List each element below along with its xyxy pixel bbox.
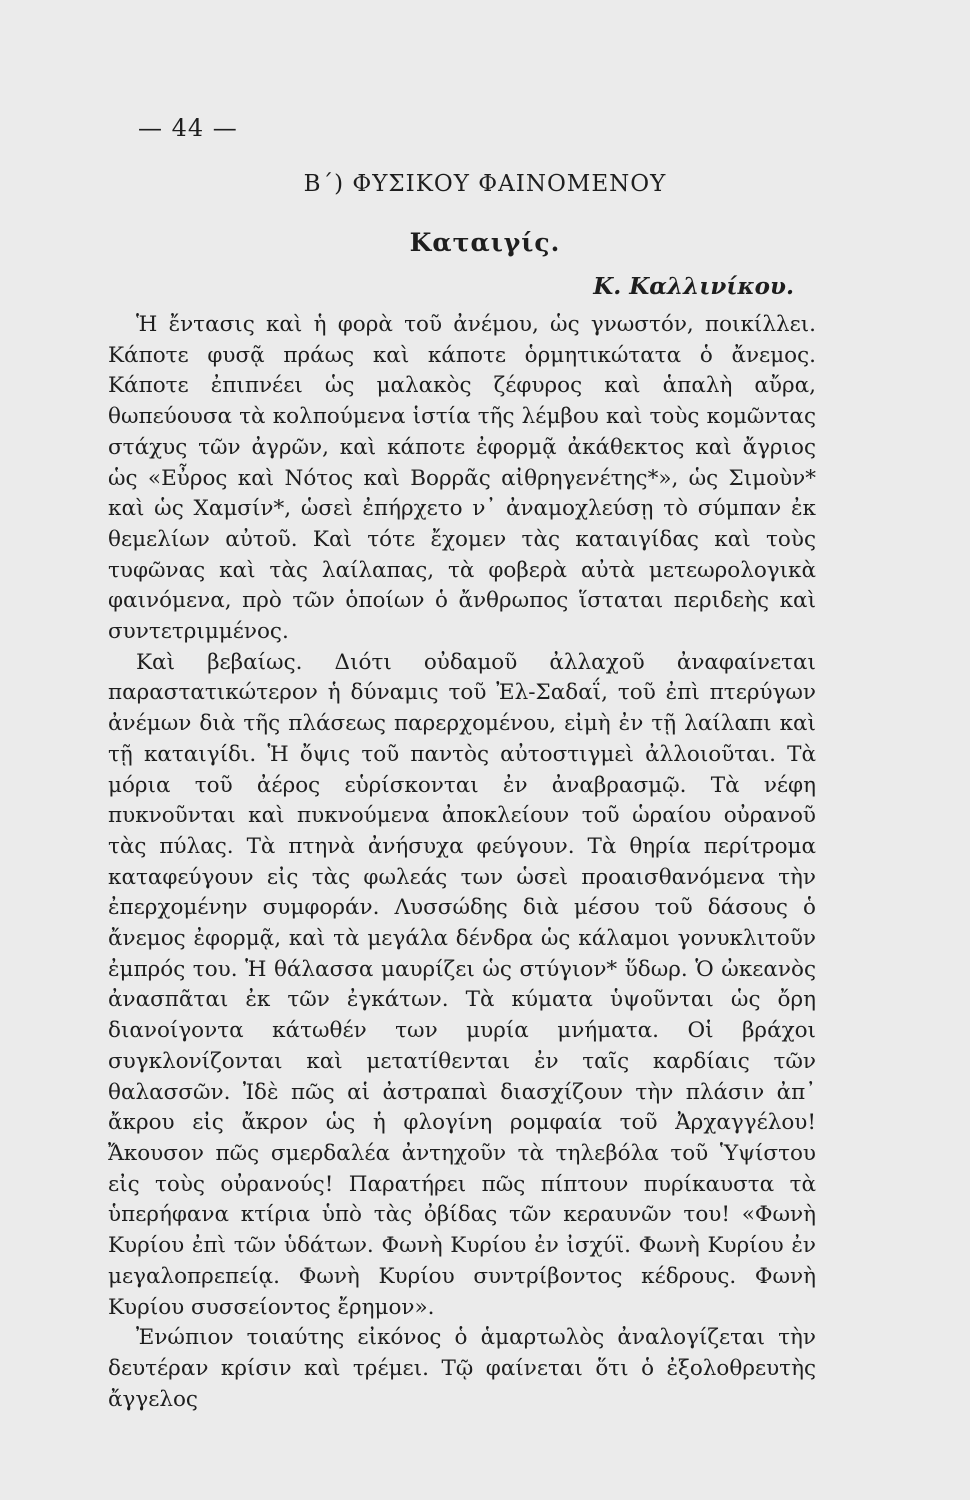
page-number: — 44 — xyxy=(138,114,238,142)
body-text xyxy=(108,310,816,1415)
paragraph: Ἐνώπιον τοιαύτης εἰκόνος ὁ ἁμαρτωλὸς ἀναλογίζεται τὴν δευτέραν κρίσιν καὶ τρέμει. Τῷ φαίνεται ὅτι ὁ ἐξολοθρευτὴς ἄγγελος xyxy=(108,1325,816,1412)
paragraph: Καὶ βεβαίως. Διότι οὐδαμοῦ ἀλλαχοῦ ἀναφαίνεται παραστατικώτερον ἡ δύναμις τοῦ Ἐλ-Σαδαΐ, τοῦ ἐπὶ πτερύγων ἀνέμων διὰ τῆς πλάσεως παρερχομένου, εἰμὴ ἐν τῇ λαίλαπι καὶ τῇ καταιγίδι. Ἡ ὄψις τοῦ παντὸς αὐτοστιγμεὶ ἀλλοιοῦται. Τὰ μόρια τοῦ ἀέρος εὑρίσκονται ἐν ἀναβρασμῷ. Τὰ νέφη πυκνοῦνται καὶ πυκνούμενα ἀποκλείουν τοῦ ὡραίου οὐρανοῦ τὰς πύλας. Τὰ πτηνὰ ἀνήσυχα φεύγουν. Τὰ θηρία περίτρομα καταφεύγουν εἰς τὰς φωλεάς των ὡσεὶ προαισθανόμενα τὴν ἐπερχομένην συμφοράν. Λυσσώδης διὰ μέσου τοῦ δάσους ὁ ἄνεμος ἐφορμᾷ, καὶ τὰ μεγάλα δένδρα ὡς κάλαμοι γονυκλιτοῦν ἐμπρός του. Ἡ θάλασσα μαυρίζει ὡς στύγιον* ὕδωρ. Ὁ ὠκεανὸς ἀνασπᾶται ἐκ τῶν ἐγκάτων. Τὰ κύματα ὑψοῦνται ὡς ὄρη διανοίγοντα κάτωθέν των μυρία μνήματα. Οἱ βράχοι συγκλονίζονται καὶ μετατίθενται ἐν ταῖς καρδίαις τῶν θαλασσῶν. Ἰδὲ πῶς αἱ ἀστραπαὶ διασχίζουν τὴν πλάσιν ἀπ᾿ ἄκρου εἰς ἄκρον ὡς ἡ φλογίνη ρομφαία τοῦ Ἀρχαγγέλου! Ἄκουσον πῶς σμερδαλέα ἀντηχοῦν τὰ τηλεβόλα τοῦ Ὑψίστου εἰς τοὺς οὐρανούς! Παρατήρει πῶς πίπτουν πυρίκαυστα τὰ ὑπερήφανα κτίρια ὑπὸ τὰς ὀβίδας τῶν κεραυνῶν του! «Φωνὴ Κυρίου ἐπὶ τῶν ὑδάτων. Φωνὴ Κυρίου ἐν ἰσχύϊ. Φωνὴ Κυρίου ἐν μεγαλοπρεπείᾳ. Φωνὴ Κυρίου συντρίβοντος κέδρους. Φωνὴ Κυρίου συσσείοντος ἔρημον». xyxy=(108,649,816,1320)
page-title: Καταιγίς. xyxy=(409,228,561,257)
author-name: Κ. Καλλινίκου. xyxy=(593,273,794,300)
section-heading: Β΄) ΦΥΣΙΚΟΥ ΦΑΙΝΟΜΕΝΟΥ xyxy=(303,171,667,197)
paragraph: Ἡ ἔντασις καὶ ἡ φορὰ τοῦ ἀνέμου, ὡς γνωστόν, ποικίλλει. Κάποτε φυσᾷ πράως καὶ κάποτε ὁρμητικώτατα ὁ ἄνεμος. Κάποτε ἐπιπνέει ὡς μαλακὸς ζέφυρος καὶ ἁπαλὴ αὔρα, θωπεύουσα τὰ κολπούμενα ἱστία τῆς λέμβου καὶ τοὺς κομῶντας στάχυς τῶν ἀγρῶν, καὶ κάποτε ἐφορμᾷ ἀκάθεκτος καὶ ἄγριος ὡς «Εὖρος καὶ Νότος καὶ Βορρᾶς αἰθρηγενέτης*», ὡς Σιμοὺν* καὶ ὡς Χαμσίν*, ὡσεὶ ἐπήρχετο ν᾿ ἀναμοχλεύσῃ τὸ σύμπαν ἐκ θεμελίων αὐτοῦ. Καὶ τότε ἔχομεν τὰς καταιγίδας καὶ τοὺς τυφῶνας καὶ τὰς λαίλαπας, τὰ φοβερὰ αὐτὰ μετεωρολογικὰ φαινόμενα, πρὸ τῶν ὁποίων ὁ ἄνθρωπος ἵσταται περιδεὴς καὶ συντετριμμένος. xyxy=(108,312,816,645)
